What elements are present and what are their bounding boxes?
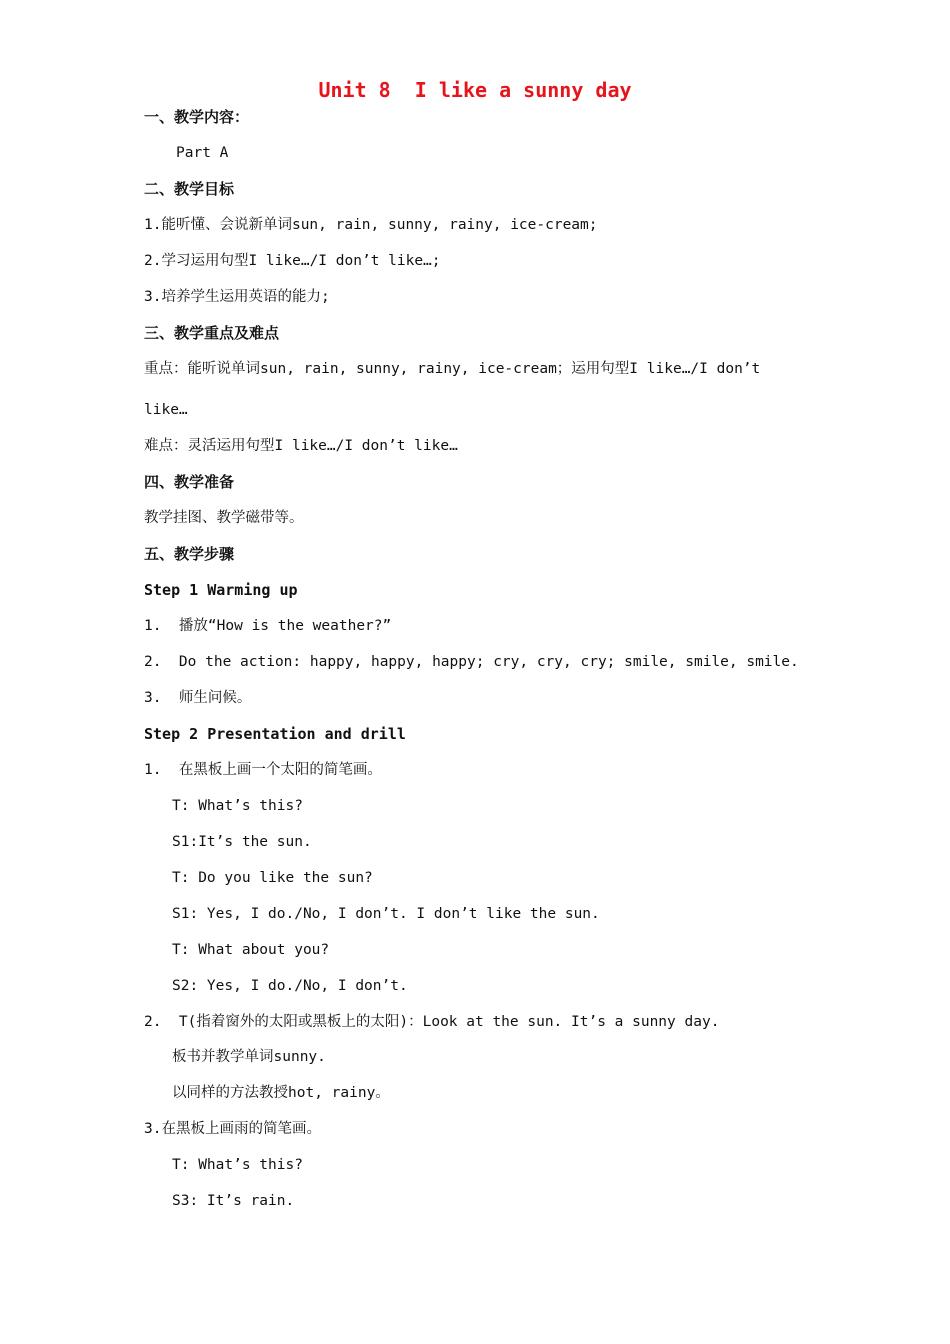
section-heading-preparation: 四、教学准备: [144, 473, 235, 491]
step-item: 1. 播放“How is the weather?”: [144, 618, 392, 634]
document-title: Unit 8 I like a sunny day: [318, 78, 632, 102]
key-point-text: 重点：能听说单词sun, rain, sunny, rainy, ice-cream；运用句型I like…/I don’t: [144, 361, 761, 377]
key-point-text-continued: like…: [144, 402, 188, 418]
dialogue-line: T: Do you like the sun?: [172, 870, 373, 886]
dialogue-line: T: What’s this?: [172, 798, 303, 814]
difficulty-text: 难点：灵活运用句型I like…/I don’t like…: [144, 438, 458, 454]
step-item: 2. T(指着窗外的太阳或黑板上的太阳)：Look at the sun. It’s a sunny day.: [144, 1014, 720, 1030]
dialogue-line: T: What about you?: [172, 942, 330, 958]
section-heading-content: 一、教学内容：: [144, 108, 250, 126]
dialogue-line: S2: Yes, I do./No, I don’t.: [172, 978, 408, 994]
dialogue-line: T: What’s this?: [172, 1157, 303, 1173]
objective-item: 3.培养学生运用英语的能力;: [144, 289, 330, 305]
section-heading-objectives: 二、教学目标: [144, 180, 235, 198]
part-label: Part A: [176, 145, 229, 161]
section-heading-key-points: 三、教学重点及难点: [144, 324, 280, 342]
step-item: 3.在黑板上画雨的简笔画。: [144, 1121, 321, 1137]
step-item: 2. Do the action: happy, happy, happy; cry, cry, cry; smile, smile, smile.: [144, 654, 799, 670]
preparation-text: 教学挂图、教学磁带等。: [144, 510, 304, 526]
objective-item: 1.能听懂、会说新单词sun, rain, sunny, rainy, ice-cream;: [144, 217, 598, 233]
step-note: 以同样的方法教授hot, rainy。: [172, 1085, 390, 1101]
step-title: Step 1 Warming up: [144, 581, 298, 599]
step-item: 1. 在黑板上画一个太阳的简笔画。: [144, 762, 382, 778]
objective-item: 2.学习运用句型I like…/I don’t like…;: [144, 253, 441, 269]
dialogue-line: S1:It’s the sun.: [172, 834, 312, 850]
dialogue-line: S1: Yes, I do./No, I don’t. I don’t like the sun.: [172, 906, 600, 922]
section-heading-procedure: 五、教学步骤: [144, 545, 235, 563]
step-note: 板书并教学单词sunny.: [172, 1049, 326, 1065]
dialogue-line: S3: It’s rain.: [172, 1193, 295, 1209]
step-item: 3. 师生问候。: [144, 690, 252, 706]
step-title: Step 2 Presentation and drill: [144, 725, 406, 743]
